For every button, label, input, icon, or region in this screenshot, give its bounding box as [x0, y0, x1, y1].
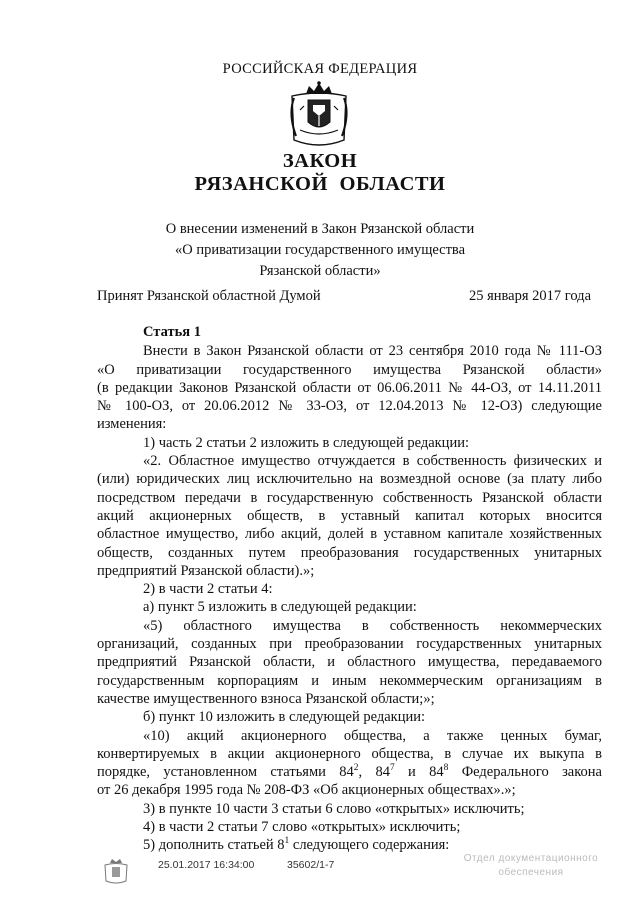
text-line: «О приватизации государственного имущества Рязанской области» — [97, 361, 602, 378]
law-title: ЗАКОН — [282, 150, 358, 172]
amendment-item: 2) в части 2 статьи 4: — [143, 581, 273, 598]
amendment-item: 1) часть 2 статьи 2 изложить в следующей редакции: — [143, 434, 469, 451]
amendment-subitem: б) пункт 10 изложить в следующей редакции: — [143, 709, 425, 726]
superscript: 2 — [353, 763, 359, 774]
text-line: предприятий Рязанской области, и областного имущества, передаваемого — [97, 654, 602, 671]
text-line: (или) юридических лиц исключительно на возмездной основе (за плату либо — [97, 471, 602, 488]
text-line: качестве имущественного взноса Рязанской области;»; — [97, 690, 435, 707]
superscript: 7 — [389, 763, 395, 774]
law-region: РЯЗАНСКОЙ ОБЛАСТИ — [194, 173, 446, 195]
text-line: предприятий Рязанской области).»; — [97, 562, 315, 579]
country-heading: РОССИЙСКАЯ ФЕДЕРАЦИЯ — [222, 61, 418, 77]
text-line: «10) акций акционерного общества, а также ценных бумаг, — [143, 727, 602, 744]
text-line: изменения: — [97, 416, 167, 433]
coat-of-arms-icon — [286, 80, 352, 148]
text-fragment: порядке, установленном статьями 84 — [97, 764, 354, 781]
coat-of-arms-small-icon — [100, 857, 132, 885]
text-line — [97, 763, 602, 781]
adopted-by: Принят Рязанской областной Думой — [97, 288, 321, 304]
subject-line: «О приватизации государственного имущества — [174, 242, 466, 258]
footer-datetime: 25.01.2017 16:34:00 — [158, 859, 255, 871]
subject-line: Рязанской области» — [259, 263, 381, 279]
text-line: областное имущество, либо акций, долей в уставном капитале хозяйственных — [97, 526, 602, 543]
law-subject — [0, 219, 640, 282]
text-fragment: Федерального закона — [448, 764, 602, 781]
registration-stamp — [452, 852, 610, 880]
article-body — [97, 323, 602, 855]
text-line: акций акционерных обществ, в уставный капитал которых вносится — [97, 507, 602, 524]
article-title: Статья 1 — [143, 324, 201, 340]
text-line: конвертируемых в акции акционерного общества, в случае их выкупа в — [97, 745, 602, 762]
text-fragment: следующего содержания: — [289, 837, 450, 854]
text-line: посредством передачи в государственную собственность Рязанской области — [97, 489, 602, 506]
footer-doc-number: 35602/1-7 — [287, 859, 335, 871]
adoption-line — [97, 288, 591, 305]
text-line: (в редакции Законов Рязанской области от 06.06.2011 № 44-ОЗ, от 14.11.2011 — [97, 379, 602, 396]
text-line: Внести в Закон Рязанской области от 23 сентября 2010 года № 111-ОЗ — [143, 343, 602, 360]
text-line: «2. Областное имущество отчуждается в собственность физических и — [143, 453, 602, 470]
text-fragment: 5) дополнить статьей 8 — [143, 837, 285, 854]
amendment-subitem: а) пункт 5 изложить в следующей редакции: — [143, 599, 417, 616]
text-line: организаций, созданных при преобразовании государственных унитарных — [97, 636, 602, 653]
text-fragment: и 84 — [394, 764, 444, 781]
stamp-line: обеспечения — [498, 867, 564, 878]
text-line: от 26 декабря 1995 года № 208-ФЗ «Об акционерных обществах».»; — [97, 782, 516, 799]
amendment-item: 3) в пункте 10 части 3 статьи 6 слово «открытых» исключить; — [143, 800, 525, 817]
subject-line: О внесении изменений в Закон Рязанской области — [165, 221, 475, 237]
superscript: 8 — [443, 763, 449, 774]
text-line: обществ, созданных путем преобразования государственных унитарных — [97, 544, 602, 561]
amendment-item: 4) в части 2 статьи 7 слово «открытых» исключить; — [143, 819, 461, 836]
text-line: № 100-ОЗ, от 20.06.2012 № 33-ОЗ, от 12.04.2013 № 12-ОЗ) следующие — [97, 398, 602, 415]
text-line: «5) областного имущества в собственность некоммерческих — [143, 617, 602, 634]
adoption-date: 25 января 2017 года — [468, 288, 591, 304]
stamp-line: Отдел документационного — [463, 853, 599, 864]
text-line: государственным корпорациям и иным некоммерческим организациям в — [97, 672, 602, 689]
superscript: 1 — [284, 836, 290, 847]
text-fragment: , 84 — [358, 764, 390, 781]
